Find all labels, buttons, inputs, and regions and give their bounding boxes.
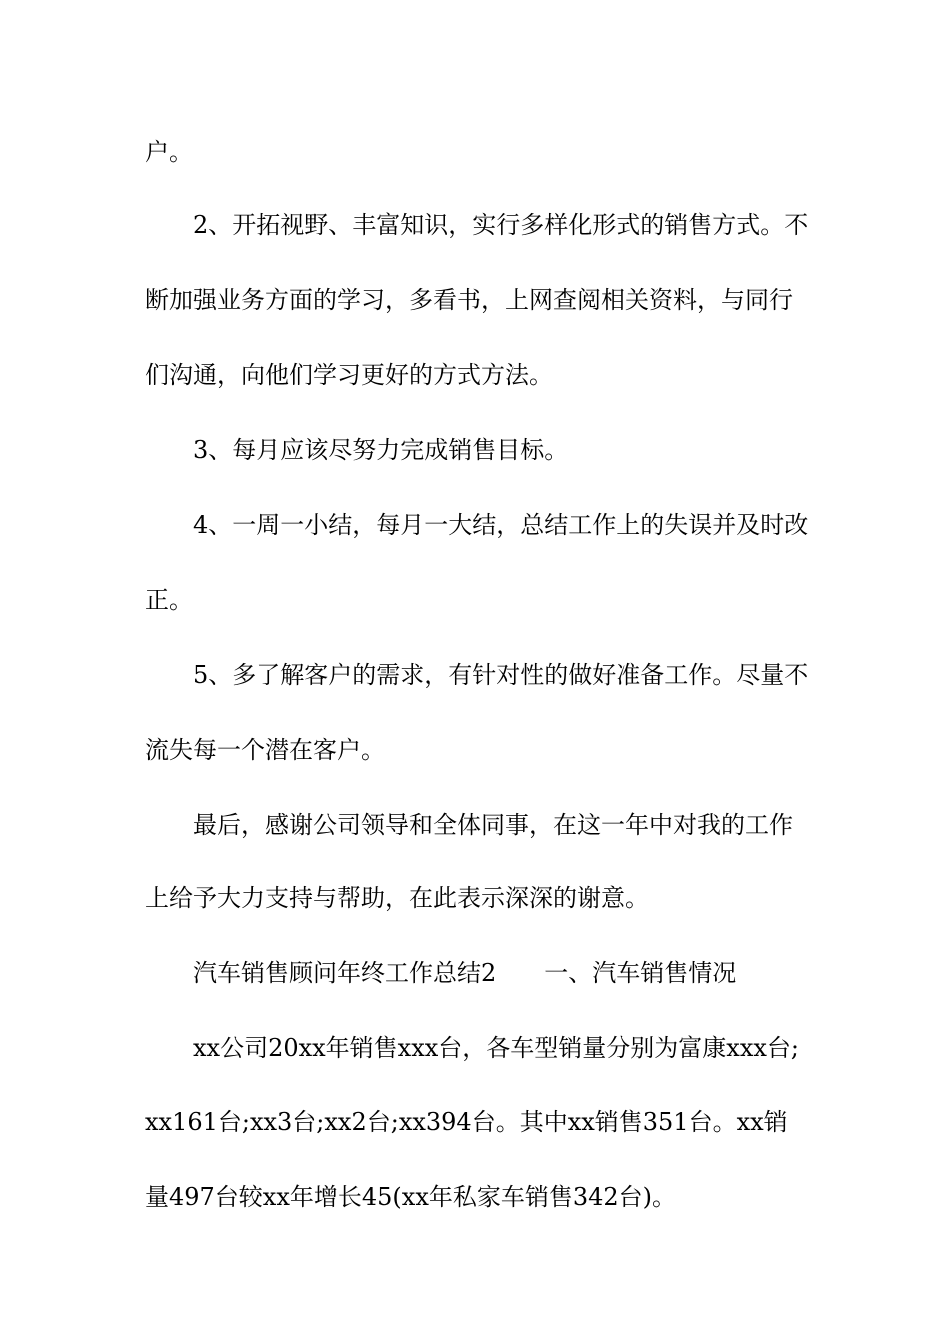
- text-line-15: 量497台较xx年增长45(xx年私家车销售342台)。: [145, 1183, 677, 1211]
- text-line-9: 流失每一个潜在客户。: [145, 736, 385, 764]
- text-line-14: xx161台;xx3台;xx2台;xx394台。其中xx销售351台。xx销: [145, 1108, 788, 1136]
- text-line-4: 们沟通，向他们学习更好的方式方法。: [145, 361, 553, 389]
- text-line-13: xx公司20xx年销售xxx台，各车型销量分别为富康xxx台;: [193, 1034, 799, 1062]
- text-line-8: 5、多了解客户的需求，有针对性的做好准备工作。尽量不: [193, 661, 809, 689]
- text-line-11: 上给予大力支持与帮助，在此表示深深的谢意。: [145, 884, 649, 912]
- text-line-3: 断加强业务方面的学习，多看书，上网查阅相关资料，与同行: [145, 286, 793, 314]
- text-line-5: 3、每月应该尽努力完成销售目标。: [193, 436, 569, 464]
- text-line-1: 户。: [145, 138, 193, 166]
- text-line-2: 2、开拓视野、丰富知识，实行多样化形式的销售方式。不: [193, 211, 809, 239]
- section-heading-line: 汽车销售顾问年终工作总结2 一、汽车销售情况: [193, 959, 737, 987]
- text-line-6: 4、一周一小结，每月一大结，总结工作上的失误并及时改: [193, 511, 809, 539]
- text-line-7: 正。: [145, 586, 193, 614]
- text-line-10: 最后，感谢公司领导和全体同事，在这一年中对我的工作: [193, 811, 793, 839]
